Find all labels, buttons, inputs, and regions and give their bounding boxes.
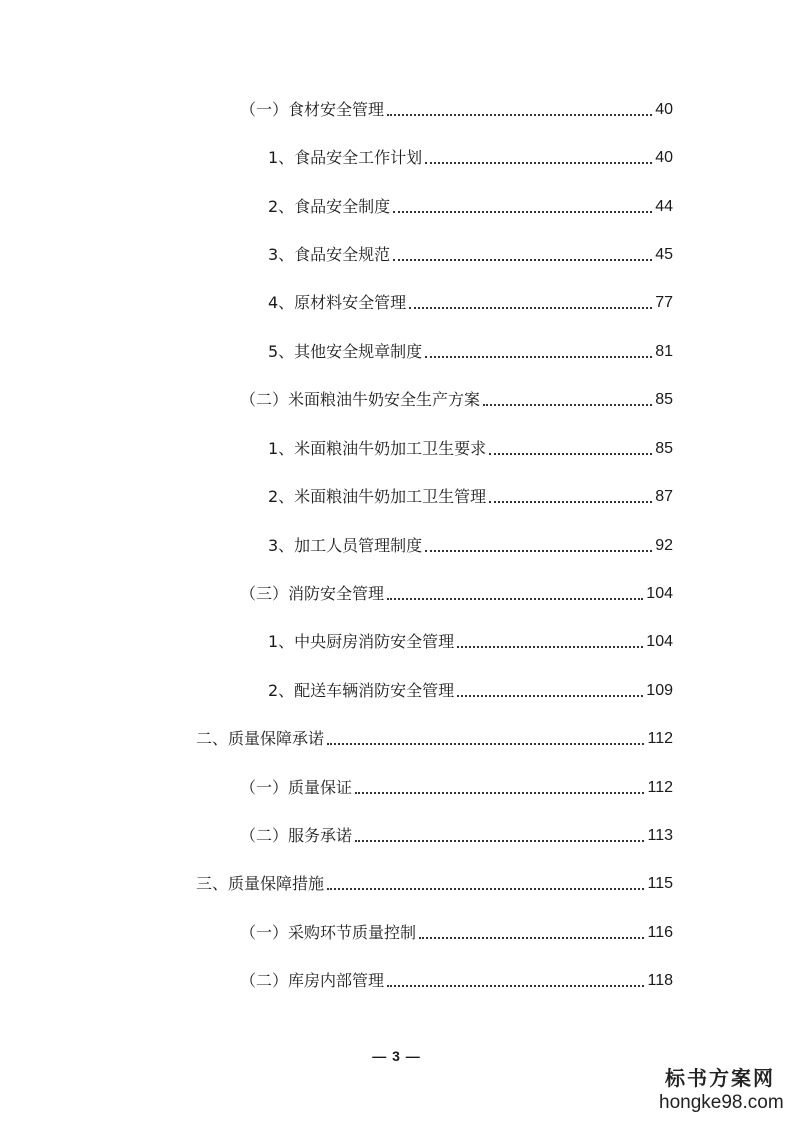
- toc-entry[interactable]: [268, 677, 673, 701]
- toc-entry[interactable]: [268, 628, 673, 652]
- toc-entry-page: 87: [655, 488, 673, 505]
- toc-entry-page: 112: [647, 730, 673, 747]
- toc-dot-leader: [425, 550, 652, 552]
- toc-entry[interactable]: [196, 725, 673, 749]
- toc-entry[interactable]: [268, 144, 673, 168]
- watermark: [659, 1066, 784, 1114]
- toc-entry-page: 45: [655, 246, 673, 263]
- toc-entry-page: 40: [655, 149, 673, 166]
- toc-entry-page: 104: [646, 633, 673, 650]
- toc-entry[interactable]: [268, 435, 673, 459]
- toc-entry[interactable]: [240, 822, 673, 846]
- toc-entry-page: 115: [647, 875, 673, 892]
- toc-dot-leader: [355, 840, 644, 842]
- toc-entry-page: 85: [655, 440, 673, 457]
- toc-entry[interactable]: [240, 96, 673, 120]
- toc-dot-leader: [387, 598, 643, 600]
- toc-entry-page: 116: [647, 924, 673, 941]
- toc-entry-page: 81: [655, 343, 673, 360]
- toc-entry[interactable]: [240, 919, 673, 943]
- toc-entry-label: 三、质量保障措施: [196, 874, 325, 893]
- toc-entry[interactable]: [268, 289, 673, 313]
- watermark-url: hongke98.com: [659, 1092, 784, 1113]
- toc-entry-label: 1、中央厨房消防安全管理: [268, 632, 455, 651]
- toc-dot-leader: [489, 453, 652, 455]
- toc-entry[interactable]: [240, 580, 673, 604]
- toc-entry[interactable]: [268, 193, 673, 217]
- toc-entry-label: 1、食品安全工作计划: [268, 148, 423, 167]
- toc-dot-leader: [393, 211, 652, 213]
- toc-entry-label: （二）米面粮油牛奶安全生产方案: [240, 390, 481, 409]
- toc-dot-leader: [393, 259, 652, 261]
- toc-dot-leader: [409, 307, 652, 309]
- toc-dot-leader: [327, 888, 644, 890]
- toc-entry-page: 44: [655, 198, 673, 215]
- toc-entry-label: 1、米面粮油牛奶加工卫生要求: [268, 439, 487, 458]
- toc-entry-page: 109: [646, 682, 673, 699]
- toc-entry[interactable]: [268, 241, 673, 265]
- toc-entry-label: （三）消防安全管理: [240, 584, 385, 603]
- toc-entry-label: （一）质量保证: [240, 778, 353, 797]
- toc-entry-label: 2、食品安全制度: [268, 197, 391, 216]
- toc-entry-label: 5、其他安全规章制度: [268, 342, 423, 361]
- toc-entry[interactable]: [240, 967, 673, 991]
- toc-entry-label: 3、食品安全规范: [268, 245, 391, 264]
- toc-entry-page: 113: [647, 827, 673, 844]
- toc-dot-leader: [489, 501, 652, 503]
- toc-entry-label: （二）库房内部管理: [240, 971, 385, 990]
- watermark-title: 标书方案网: [665, 1066, 775, 1090]
- toc-entry-page: 40: [655, 101, 673, 118]
- toc-entry[interactable]: [268, 338, 673, 362]
- toc-dot-leader: [425, 162, 652, 164]
- toc-dot-leader: [457, 695, 643, 697]
- toc-entry[interactable]: [268, 532, 673, 556]
- toc-entry[interactable]: [268, 483, 673, 507]
- toc-entry[interactable]: [240, 774, 673, 798]
- toc-dot-leader: [327, 743, 644, 745]
- page-number: — 3 —: [372, 1048, 421, 1064]
- toc-entry-label: 3、加工人员管理制度: [268, 536, 423, 555]
- toc-entry-label: 2、配送车辆消防安全管理: [268, 681, 455, 700]
- toc-entry-page: 77: [655, 294, 673, 311]
- toc-dot-leader: [355, 792, 644, 794]
- toc-dot-leader: [425, 356, 652, 358]
- toc-entry-page: 118: [647, 972, 673, 989]
- toc-entry-label: 二、质量保障承诺: [196, 729, 325, 748]
- toc-entry-label: （一）食材安全管理: [240, 100, 385, 119]
- toc-entry[interactable]: [196, 870, 673, 894]
- toc-entry-label: （二）服务承诺: [240, 826, 353, 845]
- toc-entry-label: 4、原材料安全管理: [268, 293, 407, 312]
- toc-dot-leader: [387, 985, 644, 987]
- toc-entry-label: 2、米面粮油牛奶加工卫生管理: [268, 487, 487, 506]
- toc-dot-leader: [457, 646, 643, 648]
- toc-dot-leader: [483, 404, 652, 406]
- toc-entry[interactable]: [240, 386, 673, 410]
- toc-dot-leader: [419, 937, 644, 939]
- toc-entry-page: 104: [646, 585, 673, 602]
- toc-entry-page: 85: [655, 391, 673, 408]
- toc-entry-page: 112: [647, 779, 673, 796]
- toc-entry-page: 92: [655, 537, 673, 554]
- toc-dot-leader: [387, 114, 652, 116]
- toc-entry-label: （一）采购环节质量控制: [240, 923, 417, 942]
